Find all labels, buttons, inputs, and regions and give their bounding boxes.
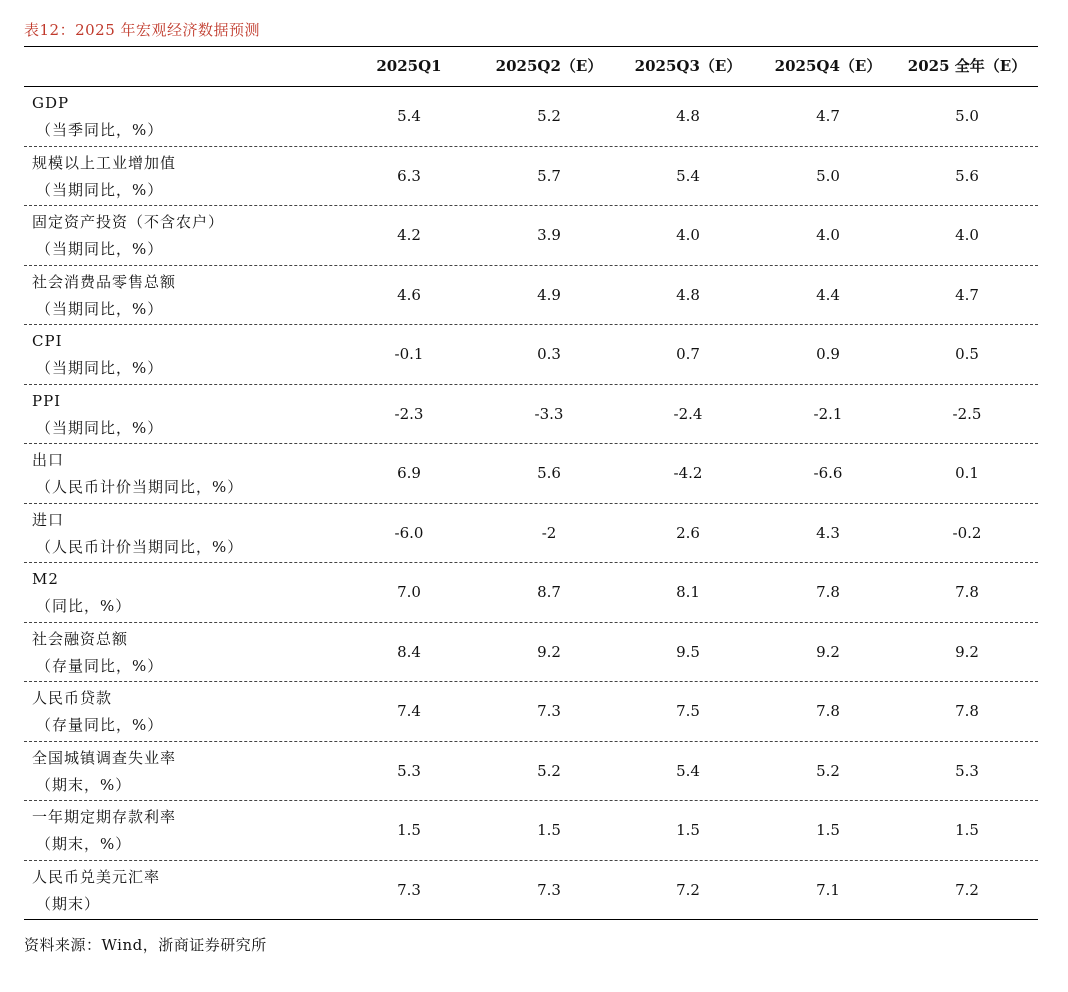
table-cell: 5.3 — [955, 761, 979, 780]
table-cell: 5.2 — [537, 107, 561, 125]
row-sublabel: （存量同比，%） — [36, 656, 164, 675]
table-cell: 4.8 — [676, 107, 700, 125]
row-label: 出口 — [32, 451, 65, 469]
table-cell: 0.5 — [955, 345, 979, 363]
table-cell: 7.4 — [397, 702, 421, 720]
table-cell: 7.3 — [537, 880, 561, 899]
row-label: 进口 — [32, 510, 65, 529]
table-cell: 4.0 — [955, 226, 979, 244]
table-row — [24, 682, 1038, 742]
table-cell: 7.8 — [955, 702, 979, 720]
row-sublabel: （人民币计价当期同比，%） — [36, 537, 244, 556]
table-cell: 3.9 — [537, 226, 561, 244]
table-row — [24, 206, 1038, 266]
row-sublabel: （当期同比，%） — [36, 240, 164, 258]
table-cell: 7.3 — [537, 702, 561, 720]
table-cell: -3.3 — [534, 404, 564, 423]
table-cell: -2 — [541, 523, 557, 542]
row-sublabel: （当期同比，%） — [36, 299, 164, 318]
table-cell: 7.5 — [676, 702, 700, 720]
table-cell: 0.7 — [676, 345, 700, 363]
table-cell: 1.5 — [955, 821, 979, 839]
table-cell: -2.5 — [952, 404, 982, 423]
table-cell: -0.1 — [394, 345, 424, 363]
source-note: 资料来源：Wind，浙商证券研究所 — [24, 936, 267, 954]
table-cell: 4.6 — [397, 285, 421, 304]
table-cell: -0.2 — [952, 523, 982, 542]
table-cell: 5.4 — [676, 166, 700, 185]
table-cell: 2.6 — [676, 523, 700, 542]
row-sublabel: （存量同比，%） — [36, 716, 164, 734]
row-sublabel: （期末，%） — [36, 835, 132, 853]
table-row — [24, 266, 1038, 326]
table-cell: 5.4 — [676, 761, 700, 780]
table-cell: 4.3 — [816, 523, 840, 542]
table-cell: 0.9 — [816, 345, 840, 363]
table-title: 表12：2025 年宏观经济数据预测 — [24, 21, 261, 39]
table-cell: 1.5 — [676, 821, 700, 839]
row-label: PPI — [32, 391, 62, 410]
table-row — [24, 325, 1038, 385]
column-header-2025-full-year: 2025 全年（E） — [907, 57, 1027, 75]
table-cell: 7.0 — [397, 583, 421, 601]
row-sublabel: （当期同比，%） — [36, 180, 164, 199]
table-cell: 5.4 — [397, 107, 421, 125]
table-cell: -6.0 — [394, 523, 424, 542]
table-cell: 5.0 — [955, 107, 979, 125]
row-label: CPI — [32, 332, 63, 350]
row-label: 规模以上工业增加值 — [32, 153, 177, 172]
row-sublabel: （人民币计价当期同比，%） — [36, 478, 244, 496]
row-label: GDP — [32, 94, 70, 112]
table-row — [24, 623, 1038, 683]
table-cell: 4.4 — [816, 285, 840, 304]
table-cell: 8.1 — [676, 583, 700, 601]
table-cell: 6.3 — [397, 166, 421, 185]
table-cell: 9.5 — [676, 642, 700, 661]
row-label: 固定资产投资（不含农户） — [32, 213, 225, 231]
table-cell: 7.3 — [397, 880, 421, 899]
table-cell: 4.0 — [816, 226, 840, 244]
row-label: 全国城镇调查失业率 — [32, 748, 177, 767]
row-label: 社会消费品零售总额 — [32, 272, 177, 291]
table-header-row — [24, 47, 1038, 86]
table-cell: 5.7 — [537, 166, 561, 185]
table-row — [24, 504, 1038, 564]
table-cell: -2.1 — [813, 404, 843, 423]
table-row — [24, 861, 1038, 921]
table-cell: 8.7 — [537, 583, 561, 601]
column-header-2025q4: 2025Q4（E） — [774, 57, 882, 75]
table-cell: 5.3 — [397, 761, 421, 780]
table-cell: -6.6 — [813, 464, 843, 482]
row-sublabel: （当季同比，%） — [36, 121, 164, 139]
table-cell: 1.5 — [816, 821, 840, 839]
table-cell: 5.2 — [816, 761, 840, 780]
table-cell: -4.2 — [673, 464, 703, 482]
row-sublabel: （期末，%） — [36, 775, 132, 794]
table-cell: 7.8 — [955, 583, 979, 601]
table-body — [24, 87, 1038, 920]
column-header-2025q1: 2025Q1 — [376, 57, 442, 75]
table-cell: 8.4 — [397, 642, 421, 661]
table-cell: 7.1 — [816, 880, 840, 899]
table-row — [24, 563, 1038, 623]
table-row — [24, 147, 1038, 207]
table-cell: 4.9 — [537, 285, 561, 304]
table-row — [24, 444, 1038, 504]
table-cell: 9.2 — [955, 642, 979, 661]
row-sublabel: （同比，%） — [36, 597, 132, 615]
table-cell: 9.2 — [537, 642, 561, 661]
row-label: 人民币贷款 — [32, 689, 113, 707]
table-cell: -2.3 — [394, 404, 424, 423]
table-cell: 6.9 — [397, 464, 421, 482]
table-cell: 5.6 — [537, 464, 561, 482]
table-cell: 7.2 — [955, 880, 979, 899]
table-row — [24, 742, 1038, 802]
row-label: M2 — [32, 570, 59, 588]
table-cell: 4.2 — [397, 226, 421, 244]
table-cell: 0.1 — [955, 464, 979, 482]
table-cell: 4.0 — [676, 226, 700, 244]
table-cell: 1.5 — [397, 821, 421, 839]
table-cell: 7.8 — [816, 702, 840, 720]
table-cell: 1.5 — [537, 821, 561, 839]
table-cell: 7.8 — [816, 583, 840, 601]
row-sublabel: （期末） — [36, 894, 101, 913]
column-header-2025q3: 2025Q3（E） — [634, 57, 742, 75]
table-row — [24, 87, 1038, 147]
table-cell: 7.2 — [676, 880, 700, 899]
table-cell: 4.7 — [955, 285, 979, 304]
table-cell: 5.2 — [537, 761, 561, 780]
table-cell: 4.7 — [816, 107, 840, 125]
table-cell: 4.8 — [676, 285, 700, 304]
table-cell: 0.3 — [537, 345, 561, 363]
row-sublabel: （当期同比，%） — [36, 418, 164, 437]
table-cell: 5.6 — [955, 166, 979, 185]
row-label: 社会融资总额 — [32, 629, 129, 648]
table-cell: 5.0 — [816, 166, 840, 185]
table-row — [24, 801, 1038, 861]
table-row — [24, 385, 1038, 445]
table-cell: 9.2 — [816, 642, 840, 661]
column-header-2025q2: 2025Q2（E） — [495, 57, 603, 75]
table-cell: -2.4 — [673, 404, 703, 423]
row-sublabel: （当期同比，%） — [36, 359, 164, 377]
row-label: 一年期定期存款利率 — [32, 808, 177, 826]
row-label: 人民币兑美元汇率 — [32, 867, 161, 886]
